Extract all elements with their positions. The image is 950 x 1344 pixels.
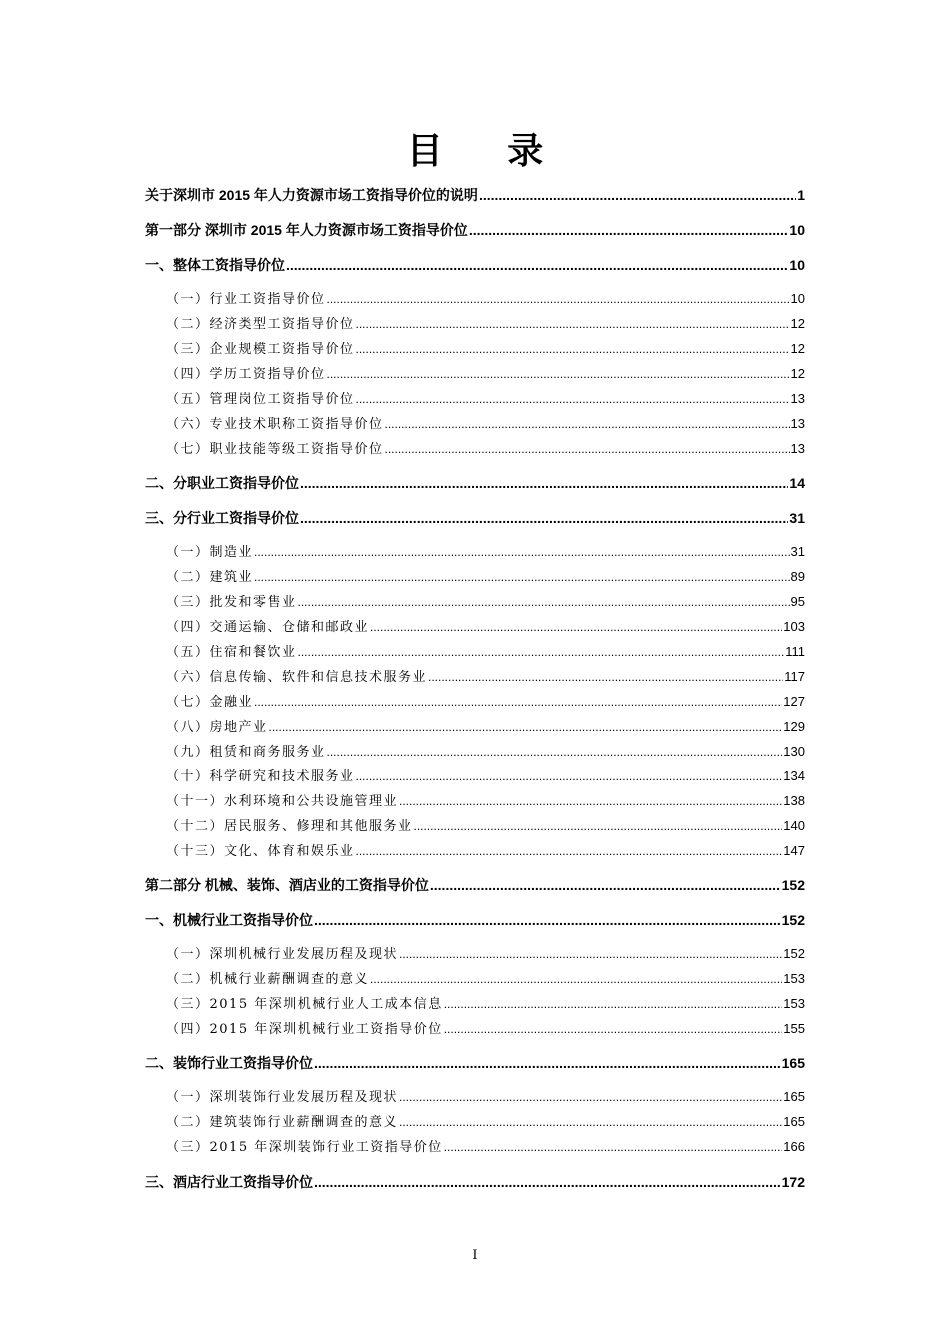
toc-entry-page: 14 xyxy=(789,475,805,491)
toc-entry-page: 172 xyxy=(781,1174,805,1190)
toc-leader xyxy=(370,968,782,990)
toc-entry[interactable] xyxy=(145,219,805,241)
toc-subentry-label: （十二）居民服务、修理和其他服务业 xyxy=(166,819,413,834)
toc-leader xyxy=(327,288,790,310)
toc-leader xyxy=(479,184,796,206)
toc-leader xyxy=(444,1136,783,1158)
toc-entry-label: 三、分行业工资指导价位 xyxy=(145,510,299,526)
toc-entry[interactable] xyxy=(145,254,805,276)
toc-subentry[interactable] xyxy=(166,566,805,588)
toc-leader xyxy=(269,716,783,738)
toc-leader xyxy=(385,438,790,460)
toc-subentry-page: 138 xyxy=(783,793,805,808)
toc-subentry-label: （一）深圳机械行业发展历程及现状 xyxy=(166,947,399,962)
toc-leader xyxy=(399,1086,782,1108)
toc-subentry[interactable] xyxy=(166,790,805,812)
toc-subentry-label: （一）行业工资指导价位 xyxy=(166,292,326,307)
toc-subentry-page: 153 xyxy=(783,971,805,986)
toc-subentry-label: （一）制造业 xyxy=(166,545,254,560)
toc-leader xyxy=(327,363,790,385)
toc-subentry[interactable] xyxy=(166,591,805,613)
toc-leader xyxy=(298,641,785,663)
toc-subentry-page: 13 xyxy=(790,391,805,406)
toc-subentry-page: 165 xyxy=(783,1114,805,1129)
toc-subentry-page: 12 xyxy=(790,366,805,381)
toc-subentry-page: 103 xyxy=(783,619,805,634)
toc-subentry-page: 12 xyxy=(790,316,805,331)
toc-subentry-page: 12 xyxy=(790,341,805,356)
toc-subentry[interactable] xyxy=(166,815,805,837)
toc-leader xyxy=(300,507,788,529)
toc-entry-label: 二、分职业工资指导价位 xyxy=(145,475,299,491)
toc-subentry-label: （二）经济类型工资指导价位 xyxy=(166,317,355,332)
toc-subentry-label: （十三）文化、体育和娱乐业 xyxy=(166,844,355,859)
toc-subentry[interactable] xyxy=(166,413,805,435)
toc-subentry-page: 117 xyxy=(784,669,805,684)
toc-subentry-page: 13 xyxy=(790,441,805,456)
toc-entry[interactable] xyxy=(145,874,805,896)
toc-entry-label: 二、装饰行业工资指导价位 xyxy=(145,1055,313,1071)
toc-subentry-label: （四）学历工资指导价位 xyxy=(166,367,326,382)
toc-subentry[interactable] xyxy=(166,968,805,990)
page-number: I xyxy=(472,1248,478,1263)
toc-subentry[interactable] xyxy=(166,641,805,663)
page-title: 目 录 xyxy=(406,130,570,172)
toc-subentry-page: 129 xyxy=(783,719,805,734)
toc-subentry-page: 147 xyxy=(783,843,805,858)
toc-subentry[interactable] xyxy=(166,666,805,688)
toc-entry-page: 10 xyxy=(789,222,805,238)
toc-leader xyxy=(399,1111,782,1133)
toc-leader xyxy=(469,219,789,241)
toc-subentry-page: 10 xyxy=(790,291,805,306)
toc-subentry-page: 13 xyxy=(790,416,805,431)
toc-leader xyxy=(414,815,783,837)
toc-leader xyxy=(356,765,783,787)
toc-subentry-page: 165 xyxy=(783,1089,805,1104)
toc-subentry-label: （二）建筑装饰行业薪酬调查的意义 xyxy=(166,1115,399,1130)
toc-subentry[interactable] xyxy=(166,993,805,1015)
toc-subentry[interactable] xyxy=(166,363,805,385)
toc-leader xyxy=(314,1052,781,1074)
toc-subentry-page: 155 xyxy=(783,1021,805,1036)
toc-leader xyxy=(428,666,783,688)
toc-subentry-label: （七）职业技能等级工资指导价位 xyxy=(166,442,384,457)
toc-subentry-page: 89 xyxy=(790,569,805,584)
toc-entry-page: 31 xyxy=(789,510,805,526)
toc-entry-label: 一、机械行业工资指导价位 xyxy=(145,912,313,928)
toc-subentry[interactable] xyxy=(166,765,805,787)
toc-subentry-label: （七）金融业 xyxy=(166,695,254,710)
toc-entry-page: 152 xyxy=(781,877,805,893)
toc-subentry-page: 130 xyxy=(783,744,805,759)
toc-leader xyxy=(370,616,782,638)
toc-leader xyxy=(444,993,783,1015)
toc-entry-label: 关于深圳市 2015 年人力资源市场工资指导价位的说明 xyxy=(145,187,478,203)
toc-subentry[interactable] xyxy=(166,438,805,460)
toc-subentry-page: 31 xyxy=(790,544,805,559)
toc-subentry-label: （三）企业规模工资指导价位 xyxy=(166,342,355,357)
toc-entry[interactable] xyxy=(145,1171,805,1193)
toc-entry[interactable] xyxy=(145,507,805,529)
toc-subentry-label: （十）科学研究和技术服务业 xyxy=(166,769,355,784)
toc-entry[interactable] xyxy=(145,472,805,494)
toc-leader xyxy=(314,1171,781,1193)
toc-subentry-page: 152 xyxy=(783,946,805,961)
toc-subentry[interactable] xyxy=(166,691,805,713)
toc-leader xyxy=(254,691,782,713)
toc-subentry[interactable] xyxy=(166,288,805,310)
toc-subentry[interactable] xyxy=(166,716,805,738)
toc-subentry-label: （四）2015 年深圳机械行业工资指导价位 xyxy=(166,1022,443,1037)
toc-subentry-label: （二）建筑业 xyxy=(166,570,254,585)
toc-subentry[interactable] xyxy=(166,1018,805,1040)
toc-subentry-label: （四）交通运输、仓储和邮政业 xyxy=(166,620,370,635)
toc-subentry-page: 134 xyxy=(783,768,805,783)
toc-subentry-label: （五）住宿和餐饮业 xyxy=(166,645,297,660)
toc-subentry-label: （五）管理岗位工资指导价位 xyxy=(166,392,355,407)
toc-entry-page: 1 xyxy=(797,187,805,203)
toc-subentry-page: 95 xyxy=(790,594,805,609)
toc-subentry-page: 111 xyxy=(785,644,805,659)
toc-leader xyxy=(356,388,790,410)
toc-leader xyxy=(314,909,781,931)
toc-subentry-page: 140 xyxy=(783,818,805,833)
toc-subentry-label: （十一）水利环境和公共设施管理业 xyxy=(166,794,399,809)
toc-leader xyxy=(327,741,783,763)
toc-subentry[interactable] xyxy=(166,338,805,360)
toc-subentry-label: （九）租赁和商务服务业 xyxy=(166,745,326,760)
toc-leader xyxy=(399,790,782,812)
toc-subentry-label: （六）信息传输、软件和信息技术服务业 xyxy=(166,670,428,685)
toc-leader xyxy=(444,1018,783,1040)
toc-subentry-page: 153 xyxy=(783,996,805,1011)
toc-entry[interactable] xyxy=(145,909,805,931)
toc-leader xyxy=(399,943,782,965)
toc-entry-label: 第二部分 机械、装饰、酒店业的工资指导价位 xyxy=(145,877,429,893)
toc-subentry[interactable] xyxy=(166,741,805,763)
toc-leader xyxy=(254,566,790,588)
toc-subentry-label: （六）专业技术职称工资指导价位 xyxy=(166,417,384,432)
toc-subentry-label: （三）2015 年深圳装饰行业工资指导价位 xyxy=(166,1140,443,1155)
toc-subentry[interactable] xyxy=(166,313,805,335)
toc-leader xyxy=(356,338,790,360)
toc-subentry[interactable] xyxy=(166,616,805,638)
toc-subentry[interactable] xyxy=(166,388,805,410)
toc-subentry[interactable] xyxy=(166,1086,805,1108)
toc-entry-page: 165 xyxy=(781,1055,805,1071)
toc-subentry-page: 166 xyxy=(783,1139,805,1154)
toc-leader xyxy=(356,840,783,862)
toc-entry-page: 10 xyxy=(789,257,805,273)
toc-leader xyxy=(298,591,790,613)
toc-entry-label: 第一部分 深圳市 2015 年人力资源市场工资指导价位 xyxy=(145,222,468,238)
toc-subentry[interactable] xyxy=(166,1111,805,1133)
toc-leader xyxy=(286,254,788,276)
toc-entry[interactable] xyxy=(145,1052,805,1074)
toc-leader xyxy=(430,874,781,896)
toc-leader xyxy=(385,413,790,435)
toc-subentry[interactable] xyxy=(166,1136,805,1158)
toc-subentry-label: （二）机械行业薪酬调查的意义 xyxy=(166,972,370,987)
toc-leader xyxy=(254,541,790,563)
toc-entry[interactable] xyxy=(145,184,805,206)
toc-leader xyxy=(356,313,790,335)
toc-subentry-label: （三）2015 年深圳机械行业人工成本信息 xyxy=(166,997,443,1012)
toc-subentry[interactable] xyxy=(166,541,805,563)
toc-subentry-label: （三）批发和零售业 xyxy=(166,595,297,610)
toc-subentry[interactable] xyxy=(166,943,805,965)
toc-subentry-page: 127 xyxy=(783,694,805,709)
toc-subentry-label: （八）房地产业 xyxy=(166,720,268,735)
toc-subentry-label: （一）深圳装饰行业发展历程及现状 xyxy=(166,1090,399,1105)
toc-entry-label: 三、酒店行业工资指导价位 xyxy=(145,1174,313,1190)
toc-leader xyxy=(300,472,788,494)
toc-subentry[interactable] xyxy=(166,840,805,862)
toc-entry-label: 一、整体工资指导价位 xyxy=(145,257,285,273)
toc-entry-page: 152 xyxy=(781,912,805,928)
